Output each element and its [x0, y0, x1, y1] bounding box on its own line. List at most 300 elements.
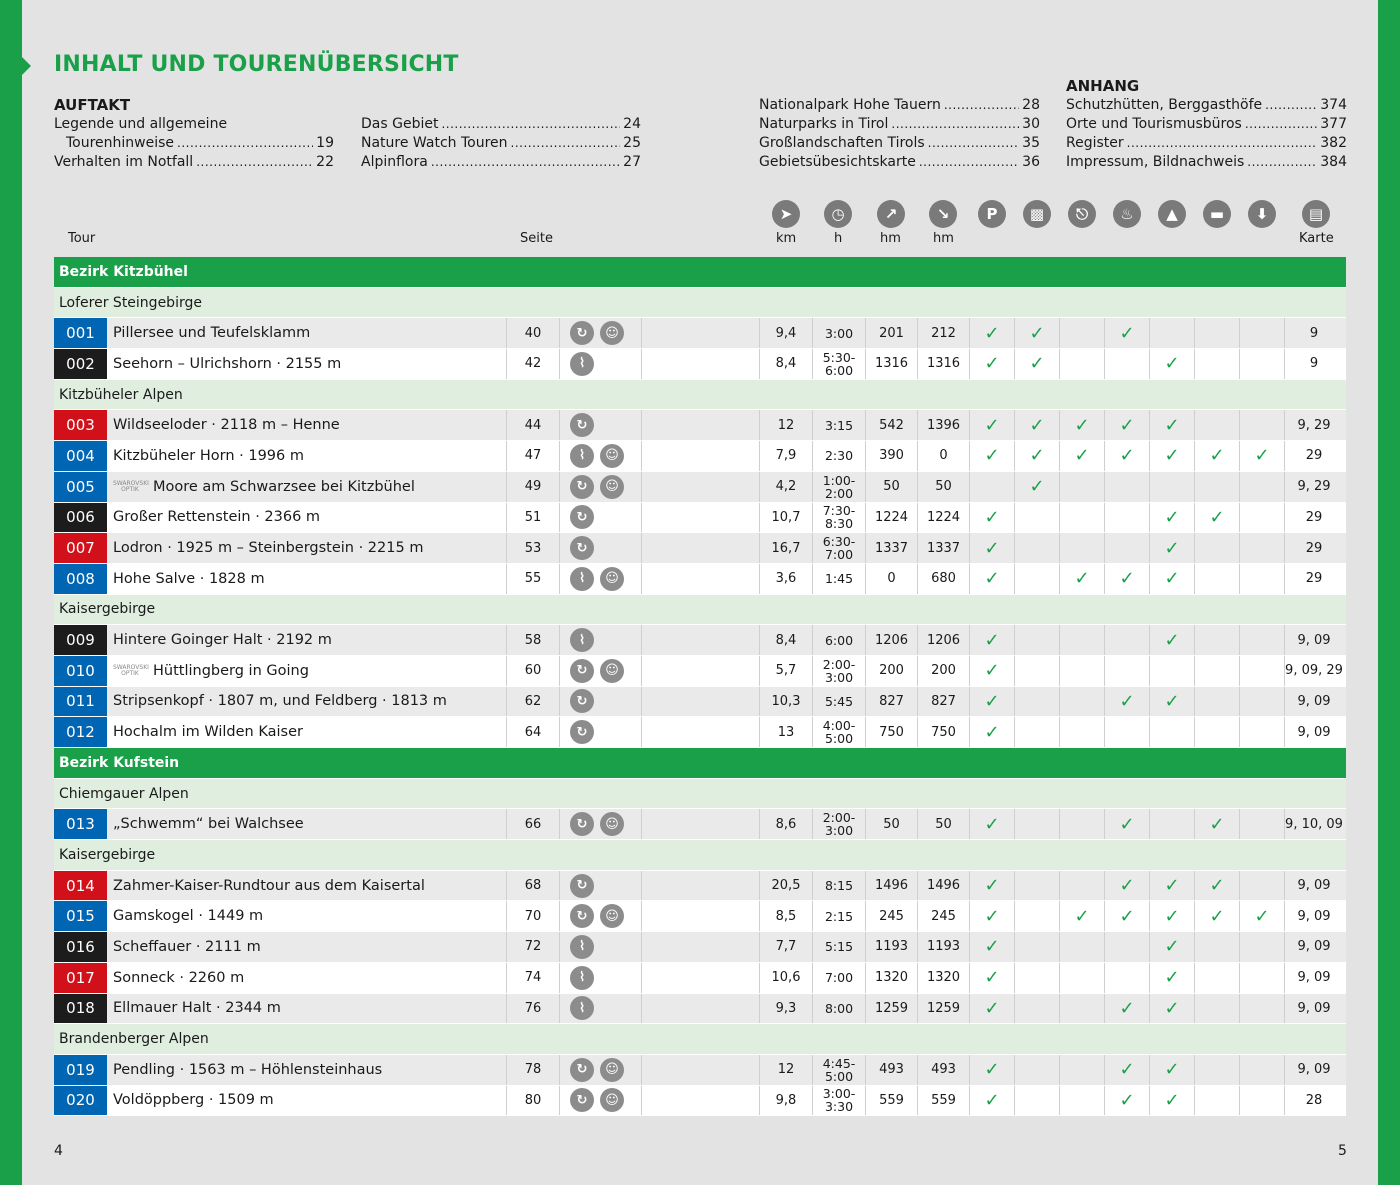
round-trip-icon: ↻: [570, 475, 594, 499]
check-bus: [1015, 625, 1060, 655]
tour-name-cell[interactable]: [107, 533, 507, 563]
tour-name-cell[interactable]: [107, 441, 507, 471]
tour-type-icons: [560, 472, 642, 502]
check-download: [1240, 564, 1285, 594]
tour-number: 020: [54, 1086, 107, 1116]
checkmark-icon: ✓: [1029, 414, 1045, 436]
tour-name-cell[interactable]: [107, 717, 507, 747]
tour-descent: 1337: [918, 533, 970, 563]
round-trip-icon: ↻: [570, 904, 594, 928]
check-summit: [1150, 1086, 1195, 1116]
tour-descent: 1206: [918, 625, 970, 655]
toc-entry-naturparks[interactable]: Naturparks in Tirol ..... 30: [759, 115, 1040, 134]
spacer-cell: [642, 1055, 760, 1085]
tour-map: 9, 09: [1297, 693, 1331, 709]
toc-entry-orte[interactable]: Orte und Tourismusbüros ..... 377: [1066, 115, 1347, 134]
tour-name-cell[interactable]: [107, 1086, 507, 1116]
check-restaurant: [1105, 349, 1150, 379]
checkmark-icon: ✓: [1164, 414, 1180, 436]
tour-row[interactable]: [54, 533, 1346, 564]
checkmark-icon: ✓: [984, 568, 1000, 590]
check-bus: [1015, 901, 1060, 931]
tour-descent: 680: [918, 564, 970, 594]
col-label-hm-up: hm: [880, 231, 901, 246]
spacer-cell: [642, 656, 760, 686]
check-parking: [970, 1086, 1015, 1116]
round-trip-icon: ↻: [570, 1058, 594, 1082]
spacer-cell: [642, 318, 760, 348]
check-cable-car: [1060, 994, 1105, 1024]
tour-ascent: 50: [866, 472, 918, 502]
checkmark-icon: ✓: [1164, 690, 1180, 712]
tour-descent: 750: [918, 717, 970, 747]
checkmark-icon: ✓: [1254, 445, 1270, 467]
tour-km: 10,7: [760, 503, 813, 533]
toc-legende-line1: Legende und allgemeine: [54, 116, 228, 132]
tour-map: 9: [1309, 325, 1319, 341]
tour-page: 51: [507, 503, 560, 533]
checkmark-icon: ✓: [1164, 506, 1180, 528]
tour-name-cell[interactable]: [107, 656, 507, 686]
check-parking: [970, 564, 1015, 594]
tour-descent: 493: [918, 1055, 970, 1085]
check-restaurant: [1105, 717, 1150, 747]
checkmark-icon: ✓: [984, 721, 1000, 743]
check-summit: [1150, 441, 1195, 471]
tour-name-cell[interactable]: [107, 687, 507, 717]
check-accommodation: [1195, 441, 1240, 471]
check-cable-car: [1060, 1055, 1105, 1085]
check-bus: [1015, 349, 1060, 379]
clock-icon: ◷: [824, 200, 852, 228]
tour-type-icons: [560, 318, 642, 348]
tour-map: 9, 09: [1297, 970, 1331, 986]
spacer-cell: [642, 994, 760, 1024]
tour-name: Lodron · 1925 m – Steinbergstein · 2215 m: [113, 540, 424, 557]
tour-name-cell[interactable]: [107, 349, 507, 379]
check-bus: [1015, 472, 1060, 502]
toc-entry-impressum[interactable]: Impressum, Bildnachweis ..... 384: [1066, 153, 1347, 172]
check-accommodation: [1195, 809, 1240, 839]
tour-number: 013: [54, 809, 107, 839]
check-download: [1240, 1055, 1285, 1085]
tour-ascent: 1206: [866, 625, 918, 655]
toc-entry-register[interactable]: Register ..... 382: [1066, 134, 1347, 153]
check-summit: [1150, 472, 1195, 502]
spacer-cell: [642, 871, 760, 901]
tour-duration: 2:15: [813, 901, 866, 931]
checkmark-icon: ✓: [1029, 353, 1045, 375]
checkmark-icon: ✓: [984, 813, 1000, 835]
tour-name-cell[interactable]: [107, 994, 507, 1024]
check-accommodation: [1195, 564, 1240, 594]
tour-map: 9, 09: [1297, 1000, 1331, 1016]
region-title: Brandenberger Alpen: [59, 1031, 209, 1048]
check-parking: [970, 932, 1015, 962]
checkmark-icon: ✓: [984, 1059, 1000, 1081]
tour-type-icons: [560, 349, 642, 379]
tour-descent: 200: [918, 656, 970, 686]
tour-ascent: 245: [866, 901, 918, 931]
toc-entry-gebiet[interactable]: Das Gebiet ..... 24: [361, 115, 641, 134]
toc-anhang: [1066, 77, 1347, 172]
checkmark-icon: ✓: [1209, 506, 1225, 528]
tour-ascent: 750: [866, 717, 918, 747]
tour-page: 66: [507, 809, 560, 839]
spacer-cell: [642, 533, 760, 563]
tour-name-cell[interactable]: [107, 410, 507, 440]
check-cable-car: [1060, 472, 1105, 502]
checkmark-icon: ✓: [1119, 414, 1135, 436]
tour-ascent: 1320: [866, 963, 918, 993]
tour-km: 8,4: [760, 625, 813, 655]
tour-ascent: 1337: [866, 533, 918, 563]
tour-descent: 559: [918, 1086, 970, 1116]
tour-ascent: 1259: [866, 994, 918, 1024]
checkmark-icon: ✓: [1119, 875, 1135, 897]
region-title: Loferer Steingebirge: [59, 294, 202, 311]
tour-number: 001: [54, 318, 107, 348]
tour-name-cell[interactable]: [107, 564, 507, 594]
check-parking: [970, 687, 1015, 717]
tour-row[interactable]: [54, 717, 1346, 748]
page-number-left: 4: [54, 1143, 63, 1159]
tour-row[interactable]: [54, 349, 1346, 380]
tour-name-cell[interactable]: [107, 503, 507, 533]
check-restaurant: [1105, 656, 1150, 686]
ascent-arrow-icon: ↗: [877, 200, 905, 228]
tour-name: „Schwemm“ bei Walchsee: [113, 816, 304, 833]
tour-ascent: 559: [866, 1086, 918, 1116]
tour-row[interactable]: [54, 1086, 1346, 1117]
tour-row[interactable]: [54, 441, 1346, 472]
check-summit: [1150, 717, 1195, 747]
toc-gebiet: [361, 115, 641, 172]
tour-name: Wildseeloder · 2118 m – Henne: [113, 417, 340, 434]
check-restaurant: [1105, 994, 1150, 1024]
tour-map: 9, 09: [1297, 878, 1331, 894]
steep-path-icon: ⌇: [570, 966, 594, 990]
tour-map: 9, 09, 29: [1285, 663, 1343, 679]
tour-row[interactable]: [54, 410, 1346, 441]
tour-descent: 50: [918, 472, 970, 502]
tour-descent: 212: [918, 318, 970, 348]
round-trip-icon: ↻: [570, 659, 594, 683]
region-title: Chiemgauer Alpen: [59, 785, 189, 802]
tour-ascent: 827: [866, 687, 918, 717]
tour-name: Ellmauer Halt · 2344 m: [113, 1000, 281, 1017]
tour-km: 10,3: [760, 687, 813, 717]
col-label-h: h: [834, 231, 843, 246]
check-restaurant: [1105, 901, 1150, 931]
col-label-km: km: [776, 231, 797, 246]
region-title: Kitzbüheler Alpen: [59, 386, 183, 403]
check-summit: [1150, 932, 1195, 962]
tour-name-cell[interactable]: [107, 932, 507, 962]
check-bus: [1015, 441, 1060, 471]
steep-path-icon: ⌇: [570, 996, 594, 1020]
tour-page: 42: [507, 349, 560, 379]
check-bus: [1015, 503, 1060, 533]
spacer-cell: [642, 717, 760, 747]
check-cable-car: [1060, 901, 1105, 931]
toc-entry-nationalpark[interactable]: Nationalpark Hohe Tauern ..... 28: [759, 96, 1040, 115]
checkmark-icon: ✓: [1119, 997, 1135, 1019]
tour-ascent: 0: [866, 564, 918, 594]
checkmark-icon: ✓: [1164, 967, 1180, 989]
checkmark-icon: ✓: [1164, 629, 1180, 651]
check-accommodation: [1195, 901, 1240, 931]
tour-row[interactable]: [54, 994, 1346, 1025]
checkmark-icon: ✓: [1164, 936, 1180, 958]
toc-landscapes: [759, 96, 1040, 172]
tour-name-cell[interactable]: [107, 472, 507, 502]
tour-page: 64: [507, 717, 560, 747]
checkmark-icon: ✓: [1074, 414, 1090, 436]
checkmark-icon: ✓: [984, 905, 1000, 927]
tour-km: 10,6: [760, 963, 813, 993]
tour-name-cell[interactable]: [107, 963, 507, 993]
tour-descent: 1320: [918, 963, 970, 993]
tour-ascent: 50: [866, 809, 918, 839]
check-accommodation: [1195, 533, 1240, 563]
tour-type-icons: [560, 564, 642, 594]
tour-type-icons: [560, 503, 642, 533]
checkmark-icon: ✓: [1164, 445, 1180, 467]
tour-name: Voldöppberg · 1509 m: [113, 1092, 274, 1109]
region-header: [54, 288, 1346, 319]
tour-page: 55: [507, 564, 560, 594]
tour-name-cell[interactable]: [107, 901, 507, 931]
tour-type-icons: [560, 932, 642, 962]
checkmark-icon: ✓: [1029, 322, 1045, 344]
checkmark-icon: ✓: [1074, 568, 1090, 590]
tour-duration: 2:00-3:00: [813, 809, 866, 839]
check-bus: [1015, 932, 1060, 962]
tour-name-cell[interactable]: [107, 318, 507, 348]
family-bear-icon: ☺: [600, 321, 624, 345]
checkmark-icon: ✓: [1119, 445, 1135, 467]
checkmark-icon: ✓: [1164, 997, 1180, 1019]
tour-row[interactable]: [54, 809, 1346, 840]
check-summit: [1150, 349, 1195, 379]
toc-entry-notfall[interactable]: Verhalten im Notfall ..... 22: [54, 153, 334, 172]
tour-number: 014: [54, 871, 107, 901]
check-cable-car: [1060, 932, 1105, 962]
check-parking: [970, 871, 1015, 901]
checkmark-icon: ✓: [984, 629, 1000, 651]
tour-name: Hüttlingberg in Going: [153, 662, 309, 679]
check-cable-car: [1060, 871, 1105, 901]
tour-map: 9, 29: [1297, 479, 1331, 495]
check-parking: [970, 656, 1015, 686]
check-cable-car: [1060, 717, 1105, 747]
tour-name: Pillersee und Teufelsklamm: [113, 325, 311, 342]
tour-number: 006: [54, 503, 107, 533]
tour-page: 70: [507, 901, 560, 931]
family-bear-icon: ☺: [600, 659, 624, 683]
tour-type-icons: [560, 1086, 642, 1116]
checkmark-icon: ✓: [1254, 905, 1270, 927]
tour-row[interactable]: [54, 625, 1346, 656]
tour-page: 74: [507, 963, 560, 993]
tour-row[interactable]: [54, 963, 1346, 994]
tour-duration: 5:30-6:00: [813, 349, 866, 379]
tour-type-icons: [560, 533, 642, 563]
checkmark-icon: ✓: [1119, 905, 1135, 927]
tour-name-cell[interactable]: [107, 871, 507, 901]
check-download: [1240, 349, 1285, 379]
tour-row[interactable]: [54, 656, 1346, 687]
spacer-cell: [642, 564, 760, 594]
spacer-cell: [642, 901, 760, 931]
tour-km: 13: [760, 717, 813, 747]
tour-duration: 5:15: [813, 932, 866, 962]
download-icon: ⬇: [1248, 200, 1276, 228]
tour-name-cell[interactable]: [107, 809, 507, 839]
tour-page: 53: [507, 533, 560, 563]
tour-type-icons: [560, 963, 642, 993]
round-trip-icon: ↻: [570, 321, 594, 345]
tour-type-icons: [560, 410, 642, 440]
tour-name: Sonneck · 2260 m: [113, 969, 245, 986]
checkmark-icon: ✓: [1119, 1089, 1135, 1111]
tour-page: 68: [507, 871, 560, 901]
right-green-bar: [1378, 0, 1400, 1185]
tour-row[interactable]: [54, 1055, 1346, 1086]
tour-map: 29: [1305, 571, 1323, 587]
tour-name: Stripsenkopf · 1807 m, und Feldberg · 1813 m: [113, 693, 447, 710]
tour-name: Moore am Schwarzsee bei Kitzbühel: [153, 478, 415, 495]
tour-descent: 50: [918, 809, 970, 839]
check-restaurant: [1105, 441, 1150, 471]
tour-type-icons: [560, 1055, 642, 1085]
tour-map: 29: [1305, 509, 1323, 525]
region-header: [54, 779, 1346, 810]
tour-map: 29: [1305, 540, 1323, 556]
tour-duration: 5:45: [813, 687, 866, 717]
toc-entry-legende[interactable]: Tourenhinweise ..... 19: [54, 134, 334, 153]
tour-row[interactable]: [54, 564, 1346, 595]
tour-number: 008: [54, 564, 107, 594]
toc-entry-grosslandschaften[interactable]: Großlandschaften Tirols ..... 35: [759, 134, 1040, 153]
check-summit: [1150, 994, 1195, 1024]
tour-name-cell[interactable]: [107, 1055, 507, 1085]
toc-entry-nature-watch[interactable]: Nature Watch Touren ..... 25: [361, 134, 641, 153]
tour-number: 002: [54, 349, 107, 379]
tour-row[interactable]: [54, 932, 1346, 963]
check-parking: [970, 717, 1015, 747]
check-accommodation: [1195, 963, 1240, 993]
family-bear-icon: ☺: [600, 567, 624, 591]
toc-entry-schutzhuetten[interactable]: Schutzhütten, Berggasthöfe ..... 374: [1066, 96, 1347, 115]
tour-ascent: 390: [866, 441, 918, 471]
cable-car-icon: ⎋: [1068, 200, 1096, 228]
tour-name: Zahmer-Kaiser-Rundtour aus dem Kaisertal: [113, 877, 425, 894]
check-download: [1240, 656, 1285, 686]
check-download: [1240, 441, 1285, 471]
check-parking: [970, 472, 1015, 502]
checkmark-icon: ✓: [1164, 905, 1180, 927]
check-download: [1240, 625, 1285, 655]
check-summit: [1150, 503, 1195, 533]
spacer-cell: [642, 625, 760, 655]
check-download: [1240, 963, 1285, 993]
check-bus: [1015, 687, 1060, 717]
tour-ascent: 493: [866, 1055, 918, 1085]
tour-row[interactable]: [54, 503, 1346, 534]
steep-path-icon: ⌇: [570, 567, 594, 591]
tour-row[interactable]: [54, 901, 1346, 932]
checkmark-icon: ✓: [1164, 1059, 1180, 1081]
tour-row[interactable]: [54, 687, 1346, 718]
restaurant-icon: ♨: [1113, 200, 1141, 228]
checkmark-icon: ✓: [1074, 445, 1090, 467]
tour-km: 8,5: [760, 901, 813, 931]
tour-row[interactable]: [54, 318, 1346, 349]
checkmark-icon: ✓: [1164, 353, 1180, 375]
toc-entry-alpinflora[interactable]: Alpinflora ..... 27: [361, 153, 641, 172]
checkmark-icon: ✓: [984, 353, 1000, 375]
tour-km: 9,4: [760, 318, 813, 348]
check-restaurant: [1105, 625, 1150, 655]
steep-path-icon: ⌇: [570, 935, 594, 959]
tour-type-icons: [560, 656, 642, 686]
family-bear-icon: ☺: [600, 475, 624, 499]
tour-row[interactable]: [54, 871, 1346, 902]
check-parking: [970, 994, 1015, 1024]
tour-type-icons: [560, 441, 642, 471]
check-restaurant: [1105, 963, 1150, 993]
check-cable-car: [1060, 687, 1105, 717]
swarovski-logo: SWAROVSKI OPTIK: [113, 663, 149, 677]
round-trip-icon: ↻: [570, 720, 594, 744]
tour-row[interactable]: [54, 472, 1346, 503]
checkmark-icon: ✓: [1209, 445, 1225, 467]
toc-entry-uebersichtskarte[interactable]: Gebietsübesichtskarte ..... 36: [759, 153, 1040, 172]
check-summit: [1150, 1055, 1195, 1085]
check-bus: [1015, 656, 1060, 686]
tour-map: 9, 10, 09: [1285, 816, 1343, 832]
check-cable-car: [1060, 625, 1105, 655]
signpost-icon: ➤: [772, 200, 800, 228]
checkmark-icon: ✓: [984, 1089, 1000, 1111]
check-restaurant: [1105, 503, 1150, 533]
checkmark-icon: ✓: [1164, 875, 1180, 897]
tour-page: 40: [507, 318, 560, 348]
tour-page: 58: [507, 625, 560, 655]
checkmark-icon: ✓: [1209, 875, 1225, 897]
check-cable-car: [1060, 349, 1105, 379]
tour-name-cell[interactable]: [107, 625, 507, 655]
tour-map: 9: [1309, 356, 1319, 372]
descent-arrow-icon: ↘: [929, 200, 957, 228]
check-parking: [970, 901, 1015, 931]
checkmark-icon: ✓: [984, 414, 1000, 436]
bus-icon: ▩: [1023, 200, 1051, 228]
check-bus: [1015, 564, 1060, 594]
tour-number: 005: [54, 472, 107, 502]
tour-number: 016: [54, 932, 107, 962]
tour-page: 80: [507, 1086, 560, 1116]
check-summit: [1150, 410, 1195, 440]
tour-table: [54, 257, 1346, 1116]
tour-duration: 3:00: [813, 318, 866, 348]
check-accommodation: [1195, 656, 1240, 686]
checkmark-icon: ✓: [1119, 1059, 1135, 1081]
tour-descent: 827: [918, 687, 970, 717]
check-restaurant: [1105, 809, 1150, 839]
